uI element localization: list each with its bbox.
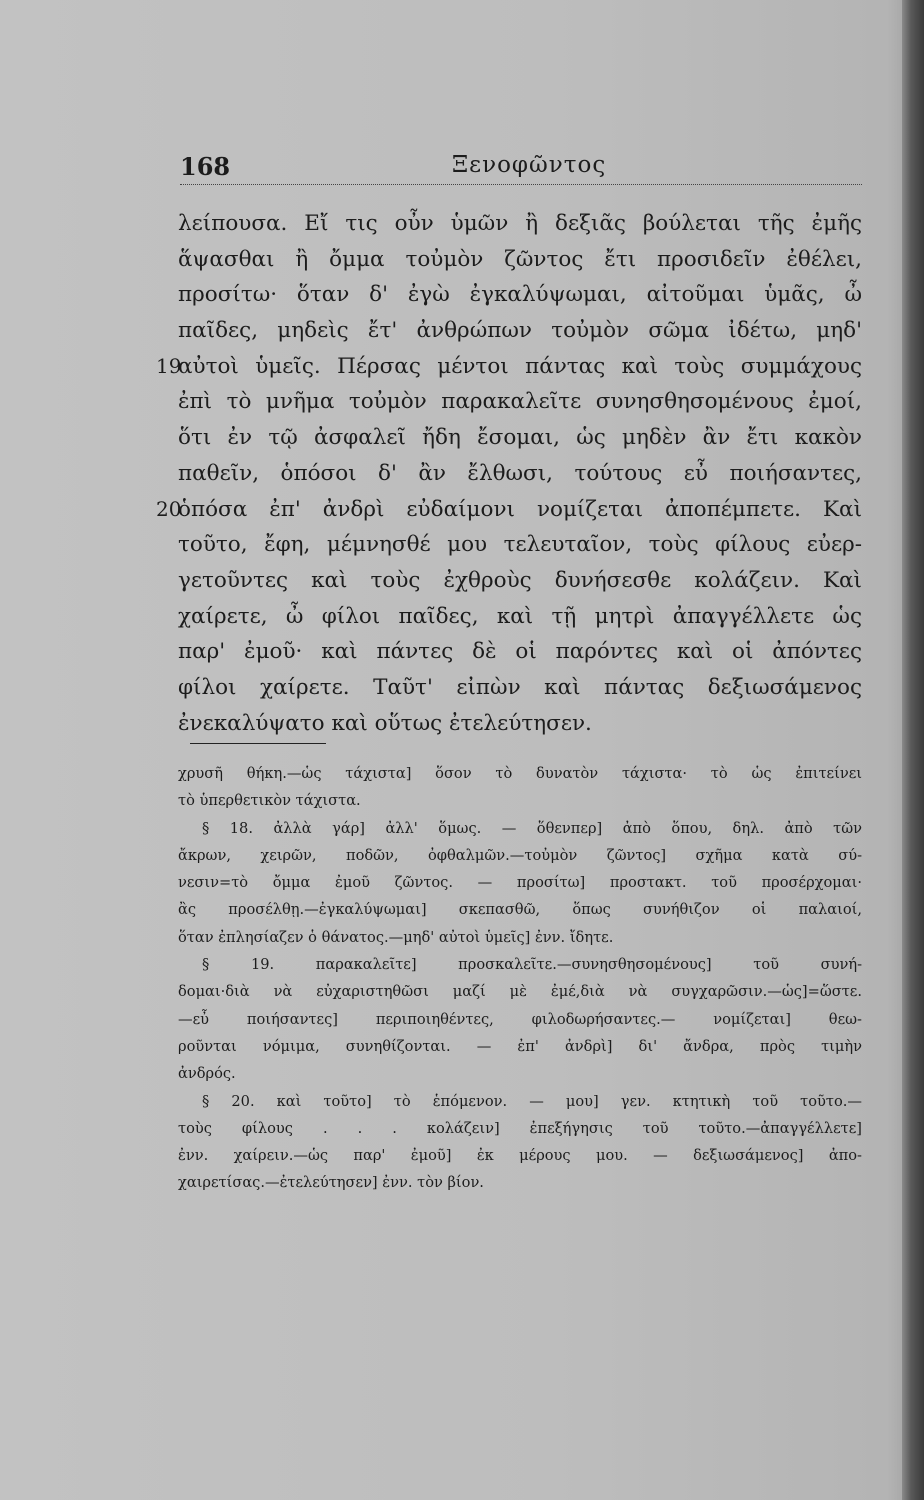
footnote-line: τοὺς φίλους . . . κολάζειν] ἐπεξήγησις τοῦ τοῦτο.—ἀπαγγέλλετε] (178, 1119, 862, 1137)
text-line-content: ὅτι ἐν τῷ ἀσφαλεῖ ἤδη ἔσομαι, ὡς μηδὲν ἂν ἔτι κακὸν (178, 425, 862, 451)
text-line-content: παῖδες, μηδεὶς ἔτ' ἀνθρώπων τοὐμὸν σῶμα ἰδέτω, μηδ' (178, 318, 862, 344)
text-line-content: φίλοι χαίρετε. Ταῦτ' εἰπὼν καὶ πάντας δεξιωσάμενος (178, 674, 862, 700)
text-line (178, 599, 862, 635)
footnote-line: χρυσῆ θήκη.—ὡς τάχιστα] ὅσον τὸ δυνατὸν τάχιστα· τὸ ὡς ἐπιτείνει (178, 765, 862, 782)
text-line-content: τοῦτο, ἔφη, μέμνησθέ μου τελευταῖον, τοὺς φίλους εὐερ- (178, 532, 862, 558)
footnote-line: χαιρετίσας.—ἐτελεύτησεν] ἐνν. τὸν βίον. (178, 1174, 484, 1192)
section-number: 19 (156, 353, 182, 378)
footnote-line: § 20. καὶ τοῦτο] τὸ ἑπόμενον. — μου] γεν. κτητικὴ τοῦ τοῦτο.— (202, 1092, 862, 1110)
footnote-line: ἄκρων, χειρῶν, ποδῶν, ὀφθαλμῶν.—τοὐμὸν ζῶντος] σχῆμα κατὰ σύ- (178, 846, 862, 864)
text-line-content: ἅψασθαι ἢ ὄμμα τοὐμὸν ζῶντος ἔτι προσιδεῖν ἐθέλει, (178, 246, 862, 272)
text-line-content: ἐνεκαλύψατο καὶ οὕτως ἐτελεύτησεν. (178, 710, 592, 736)
text-line (178, 242, 862, 278)
text-line (178, 670, 862, 706)
footnote-line: —εὖ ποιήσαντες] περιποιηθέντες, φιλοδωρήσαντες.— νομίζεται] θεω- (178, 1010, 862, 1028)
text-line (156, 492, 862, 528)
page-header (180, 150, 862, 185)
text-line (178, 527, 862, 563)
footnote-line: δομαι·διὰ νὰ εὐχαριστηθῶσι μαζί μὲ ἐμέ,διὰ νὰ συγχαρῶσιν.—ὡς]=ὥστε. (178, 983, 862, 1001)
footnote-line: ἂς προσέλθῃ.—ἐγκαλύψωμαι] σκεπασθῶ, ὅπως συνήθιζον οἱ παλαιοί, (178, 901, 862, 919)
text-line (178, 634, 862, 670)
footnote-line: νεσιν=τὸ ὄμμα ἐμοῦ ζῶντος. — προσίτω] προστακτ. τοῦ προσέρχομαι· (178, 874, 862, 892)
text-line-content: γετοῦντες καὶ τοὺς ἐχθροὺς δυνήσεσθε κολάζειν. Καὶ (178, 567, 862, 593)
text-line-content: λείπουσα. Εἴ τις οὖν ὑμῶν ἢ δεξιᾶς βούλεται τῆς ἐμῆς (178, 211, 862, 236)
text-line-content: παθεῖν, ὁπόσοι δ' ἂν ἔλθωσι, τούτους εὖ ποιήσαντες, (178, 460, 862, 486)
text-line (178, 563, 862, 599)
footnote-line: § 18. ἀλλὰ γάρ] ἀλλ' ὅμως. — ὅθενπερ] ἀπὸ ὅπου, δηλ. ἀπὸ τῶν (202, 819, 862, 837)
text-line (178, 420, 862, 456)
main-text-block (156, 206, 862, 741)
running-title: Ξενοφῶντος (452, 152, 607, 178)
footnote-separator (190, 743, 326, 744)
text-line (178, 384, 862, 420)
text-line (178, 313, 862, 349)
text-line-content: παρ' ἐμοῦ· καὶ πάντες δὲ οἱ παρόντες καὶ οἱ ἀπόντες (178, 639, 862, 665)
text-line-content: ὁπόσα ἐπ' ἀνδρὶ εὐδαίμονι νομίζεται ἀποπέμπετε. Καὶ (178, 496, 862, 522)
text-line-content: αὐτοὶ ὑμεῖς. Πέρσας μέντοι πάντας καὶ τοὺς συμμάχους (178, 353, 862, 379)
footnote-line: ροῦνται νόμιμα, συνηθίζονται. — ἐπ' ἀνδρὶ] δι' ἄνδρα, πρὸς τιμὴν (178, 1037, 862, 1055)
book-spine-edge (902, 0, 924, 1500)
footnote-line: § 19. παρακαλεῖτε] προσκαλεῖτε.—συνησθησομένους] τοῦ συνή- (202, 956, 862, 974)
text-line-content: ἐπὶ τὸ μνῆμα τοὐμὸν παρακαλεῖτε συνησθησομένους ἐμοί, (178, 389, 862, 415)
text-line (178, 206, 862, 242)
text-line (156, 349, 862, 385)
text-line (178, 706, 862, 742)
page-number: 168 (180, 152, 231, 181)
section-number: 20 (156, 496, 182, 521)
text-line-content: προσίτω· ὅταν δ' ἐγὼ ἐγκαλύψωμαι, αἰτοῦμαι ὑμᾶς, ὦ (178, 282, 862, 308)
footnote-line: ἀνδρός. (178, 1065, 236, 1083)
footnote-line: τὸ ὑπερθετικὸν τάχιστα. (178, 792, 361, 810)
text-line-content: χαίρετε, ὦ φίλοι παῖδες, καὶ τῇ μητρὶ ἀπαγγέλλετε ὡς (178, 603, 862, 629)
footnote-line: ἐνν. χαίρειν.—ὡς παρ' ἐμοῦ] ἐκ μέρους μου. — δεξιωσάμενος] ἀπο- (178, 1147, 862, 1165)
text-line (178, 456, 862, 492)
footnote-line: ὅταν ἐπλησίαζεν ὁ θάνατος.—μηδ' αὐτοὶ ὑμεῖς] ἐνν. ἴδητε. (178, 928, 614, 946)
footnotes-block (178, 760, 862, 1197)
text-line (178, 277, 862, 313)
